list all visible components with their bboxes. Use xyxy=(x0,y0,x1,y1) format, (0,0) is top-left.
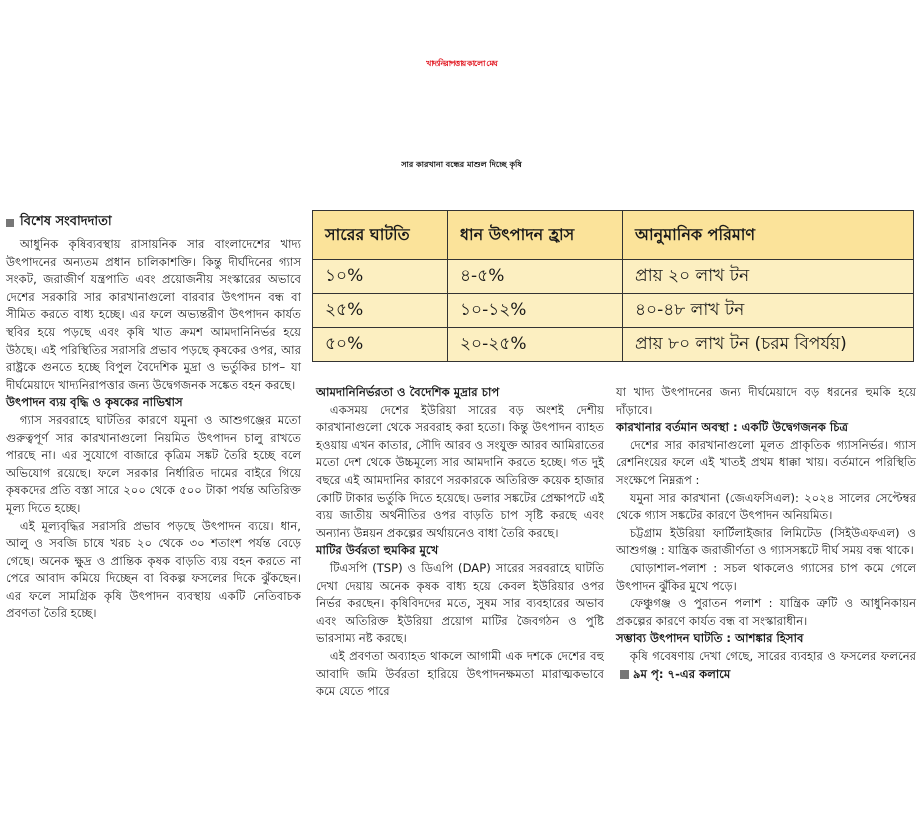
paragraph: একসময় দেশের ইউরিয়া সারের বড় অংশই দেশীয় কারখানাগুলো থেকে সরবরাহ করা হতো। কিন্তু উৎপাদন ব্যাহত হওয়ায় এখন কাতার, সৌদি আরব ও সংযুক্ত আরব আমিরাতের মতো দেশ থেকে উচ্চমূল্যে সার আমদানি করতে হচ্ছে। গত দুই বছরে এই আমদানির কারণে সরকারকে অতিরিক্ত কয়েক হাজার কোটি টাকার ভর্তুকি দিতে হয়েছে। ডলার সঙ্কটের প্রেক্ষাপটে এই ব্যয় জাতীয় অর্থনীতির ওপর বাড়তি চাপ সৃষ্টি করছে এবং অন্যান্য উন্নয়ন প্রকল্পের অর্থায়নেও বাধা তৈরি করছে। xyxy=(316,402,604,540)
article-column-2 xyxy=(316,384,604,701)
paragraph: গ্যাস সরবরাহে ঘাটতির কারণে যমুনা ও আশুগঞ্জের মতো গুরুত্বপূর্ণ সার কারখানাগুলো নিয়মিত উৎপাদন চালু রাখতে পারছে না। এর সুযোগে বাজারে কৃত্রিম সঙ্কট তৈরি হচ্ছে বলে অভিযোগ রয়েছে। ফলে সরকার নির্ধারিত দামের বাইরে গিয়ে কৃষকদের প্রতি বস্তা সারে ২০০ থেকে ৫০০ টাকা পর্যন্ত অতিরিক্ত মূল্য দিতে হচ্ছে। xyxy=(6,412,301,515)
table-row xyxy=(313,294,914,328)
paragraph: যা খাদ্য উৎপাদনের জন্য দীর্ঘমেয়াদে বড় ধরনের হুমকি হয়ে দাঁড়াবে। xyxy=(616,385,916,417)
table-row xyxy=(313,260,914,294)
table-cell: ৪০-৪৮ লাখ টন xyxy=(623,294,914,328)
section-heading: কারখানার বর্তমান অবস্থা : একটি উদ্বেগজনক চিত্র xyxy=(616,420,848,435)
table-header: ধান উৎপাদন হ্রাস xyxy=(448,211,623,260)
paragraph: এই মূল্যবৃদ্ধির সরাসরি প্রভাব পড়ছে উৎপাদন ব্যয়ে। ধান, আলু ও সবজি চাষে খরচ ২০ থেকে ৩০ শতাংশ পর্যন্ত বেড়ে গেছে। অনেক ক্ষুদ্র ও প্রান্তিক কৃষক বাড়তি ব্যয় বহন করতে না পেরে আবাদ কমিয়ে দিচ্ছেন বা বিকল্প ফসলের দিকে ঝুঁকছেন। এর ফলে সামগ্রিক কৃষি উৎপাদন ব্যবস্থায় একটি নেতিবাচক প্রবণতা তৈরি হচ্ছে। xyxy=(6,518,301,621)
paragraph: চট্টগ্রাম ইউরিয়া ফার্টিলাইজার লিমিটেড (সিইউএফএল) ও আশুগঞ্জ : যান্ত্রিক জরাজীর্ণতা ও গ্যাসসঙ্কটে দীর্ঘ সময় বন্ধ থাকে। xyxy=(616,525,916,558)
paragraph: ফেঞ্চুগঞ্জ ও পুরাতন পলাশ : যান্ত্রিক ত্রুটি ও আধুনিকায়ন প্রকল্পের কারণে কার্যত বন্ধ বা সংস্কারাধীন। xyxy=(616,596,916,628)
table-header-row xyxy=(313,211,914,260)
paragraph: টিএসপি (TSP) ও ডিএপি (DAP) সারের সরবরাহে ঘাটতি দেখা দেয়ায় অনেক কৃষক বাধ্য হয়ে কেবল ইউরিয়ার ওপর নির্ভর করছেন। কৃষিবিদদের মতে, সুষম সার ব্যবহারের অভাব এবং অতিরিক্ত ইউরিয়া প্রয়োগ মাটির জৈবগঠন ও পুষ্টি ভারসাম্য নষ্ট করছে। xyxy=(316,560,604,646)
paragraph: আধুনিক কৃষিব্যবস্থায় রাসায়নিক সার বাংলাদেশের খাদ্য উৎপাদনের অন্যতম প্রধান চালিকাশক্তি। কিন্তু দীর্ঘদিনের গ্যাস সংকট, জরাজীর্ণ যন্ত্রপাতি এবং প্রয়োজনীয় সংস্কারের অভাবে দেশের সরকারি সার কারখানাগুলো বারবার উৎপাদন বন্ধ বা সীমিত করতে বাধ্য হচ্ছে। এর ফলে অভ্যন্তরীণ উৎপাদন কার্যত স্থবির হয়ে পড়ছে এবং কৃষি খাত ক্রমশ আমদানিনির্ভর হয়ে উঠছে। এই পরিস্থিতির সরাসরি প্রভাব পড়ছে কৃষকের ওপর, আর রাষ্ট্রকে গুনতে হচ্ছে বিপুল বৈদেশিক মুদ্রা ও ভর্তুকির চাপ– যা দীর্ঘমেয়াদে খাদ্যনিরাপত্তার জন্য উদ্বেগজনক সঙ্কেত বহন করছে। xyxy=(6,237,301,392)
table-cell: ৫০% xyxy=(313,328,448,362)
paragraph: দেশের সার কারখানাগুলো মূলত প্রাকৃতিক গ্যাসনির্ভর। গ্যাস রেশনিংয়ের ফলে এই খাতই প্রথম ধাক্কা খায়। বর্তমানে পরিস্থিতি সংক্ষেপে নিম্নরূপ : xyxy=(616,437,916,487)
article-column-3 xyxy=(616,384,916,683)
paragraph-text: কৃষি গবেষণায় দেখা গেছে, সারের ব্যবহার ও ফসলের ফলনের xyxy=(629,648,916,663)
subheadline: সার কারখানা বন্ধের মাশুল দিচ্ছে কৃষি xyxy=(401,160,522,169)
paragraph: ঘোড়াশাল-পলাশ : সচল থাকলেও গ্যাসের চাপ কমে গেলে উৎপাদন ঝুঁকির মুখে পড়ে। xyxy=(616,560,916,593)
table-cell: প্রায় ৮০ লাখ টন (চরম বিপর্যয়) xyxy=(623,328,914,362)
bullet-square-icon xyxy=(620,670,629,679)
section-heading: আমদানিনির্ভরতা ও বৈদেশিক মুদ্রার চাপ xyxy=(316,385,500,399)
fertilizer-shortage-table xyxy=(312,210,914,362)
section-heading: মাটির উর্বরতা হুমকির মুখে xyxy=(316,543,439,558)
byline-text: বিশেষ সংবাদদাতা xyxy=(20,214,112,229)
headline: খাদ্যনিরাপত্তায় কালো মেঘ xyxy=(426,59,497,68)
continuation-text: ৯ম পৃ: ৭-এর কলামে xyxy=(633,666,731,681)
table-row xyxy=(313,328,914,362)
article-column-1 xyxy=(6,236,301,623)
table-cell: ২০-২৫% xyxy=(448,328,623,362)
table-cell: ১০-১২% xyxy=(448,294,623,328)
table-cell: ১০% xyxy=(313,260,448,294)
section-heading: সম্ভাব্য উৎপাদন ঘাটতি : আশঙ্কার হিসাব xyxy=(616,631,804,646)
table-header: সারের ঘাটতি xyxy=(313,211,448,260)
table-header: আনুমানিক পরিমাণ xyxy=(623,211,914,260)
byline xyxy=(6,212,112,233)
paragraph: এই প্রবণতা অব্যাহত থাকলে আগামী এক দশকে দেশের বহু আবাদি জমি উর্বরতা হারিয়ে উৎপাদনক্ষমতা মারাত্মকভাবে কমে যেতে পারে xyxy=(316,648,604,699)
bullet-square-icon xyxy=(6,219,14,227)
table-cell: ২৫% xyxy=(313,294,448,328)
paragraph: যমুনা সার কারখানা (জেএফসিএল): ২০২৪ সালের সেপ্টেম্বর থেকে গ্যাস সঙ্কটের কারণে উৎপাদন অনিয়মিত। xyxy=(616,490,916,523)
table-cell: ৪-৫% xyxy=(448,260,623,294)
section-heading: উৎপাদন ব্যয় বৃদ্ধি ও কৃষকের নাভিশ্বাস xyxy=(6,395,183,410)
table-cell: প্রায় ২০ লাখ টন xyxy=(623,260,914,294)
continuation-note xyxy=(616,667,730,681)
paragraph xyxy=(616,648,916,683)
